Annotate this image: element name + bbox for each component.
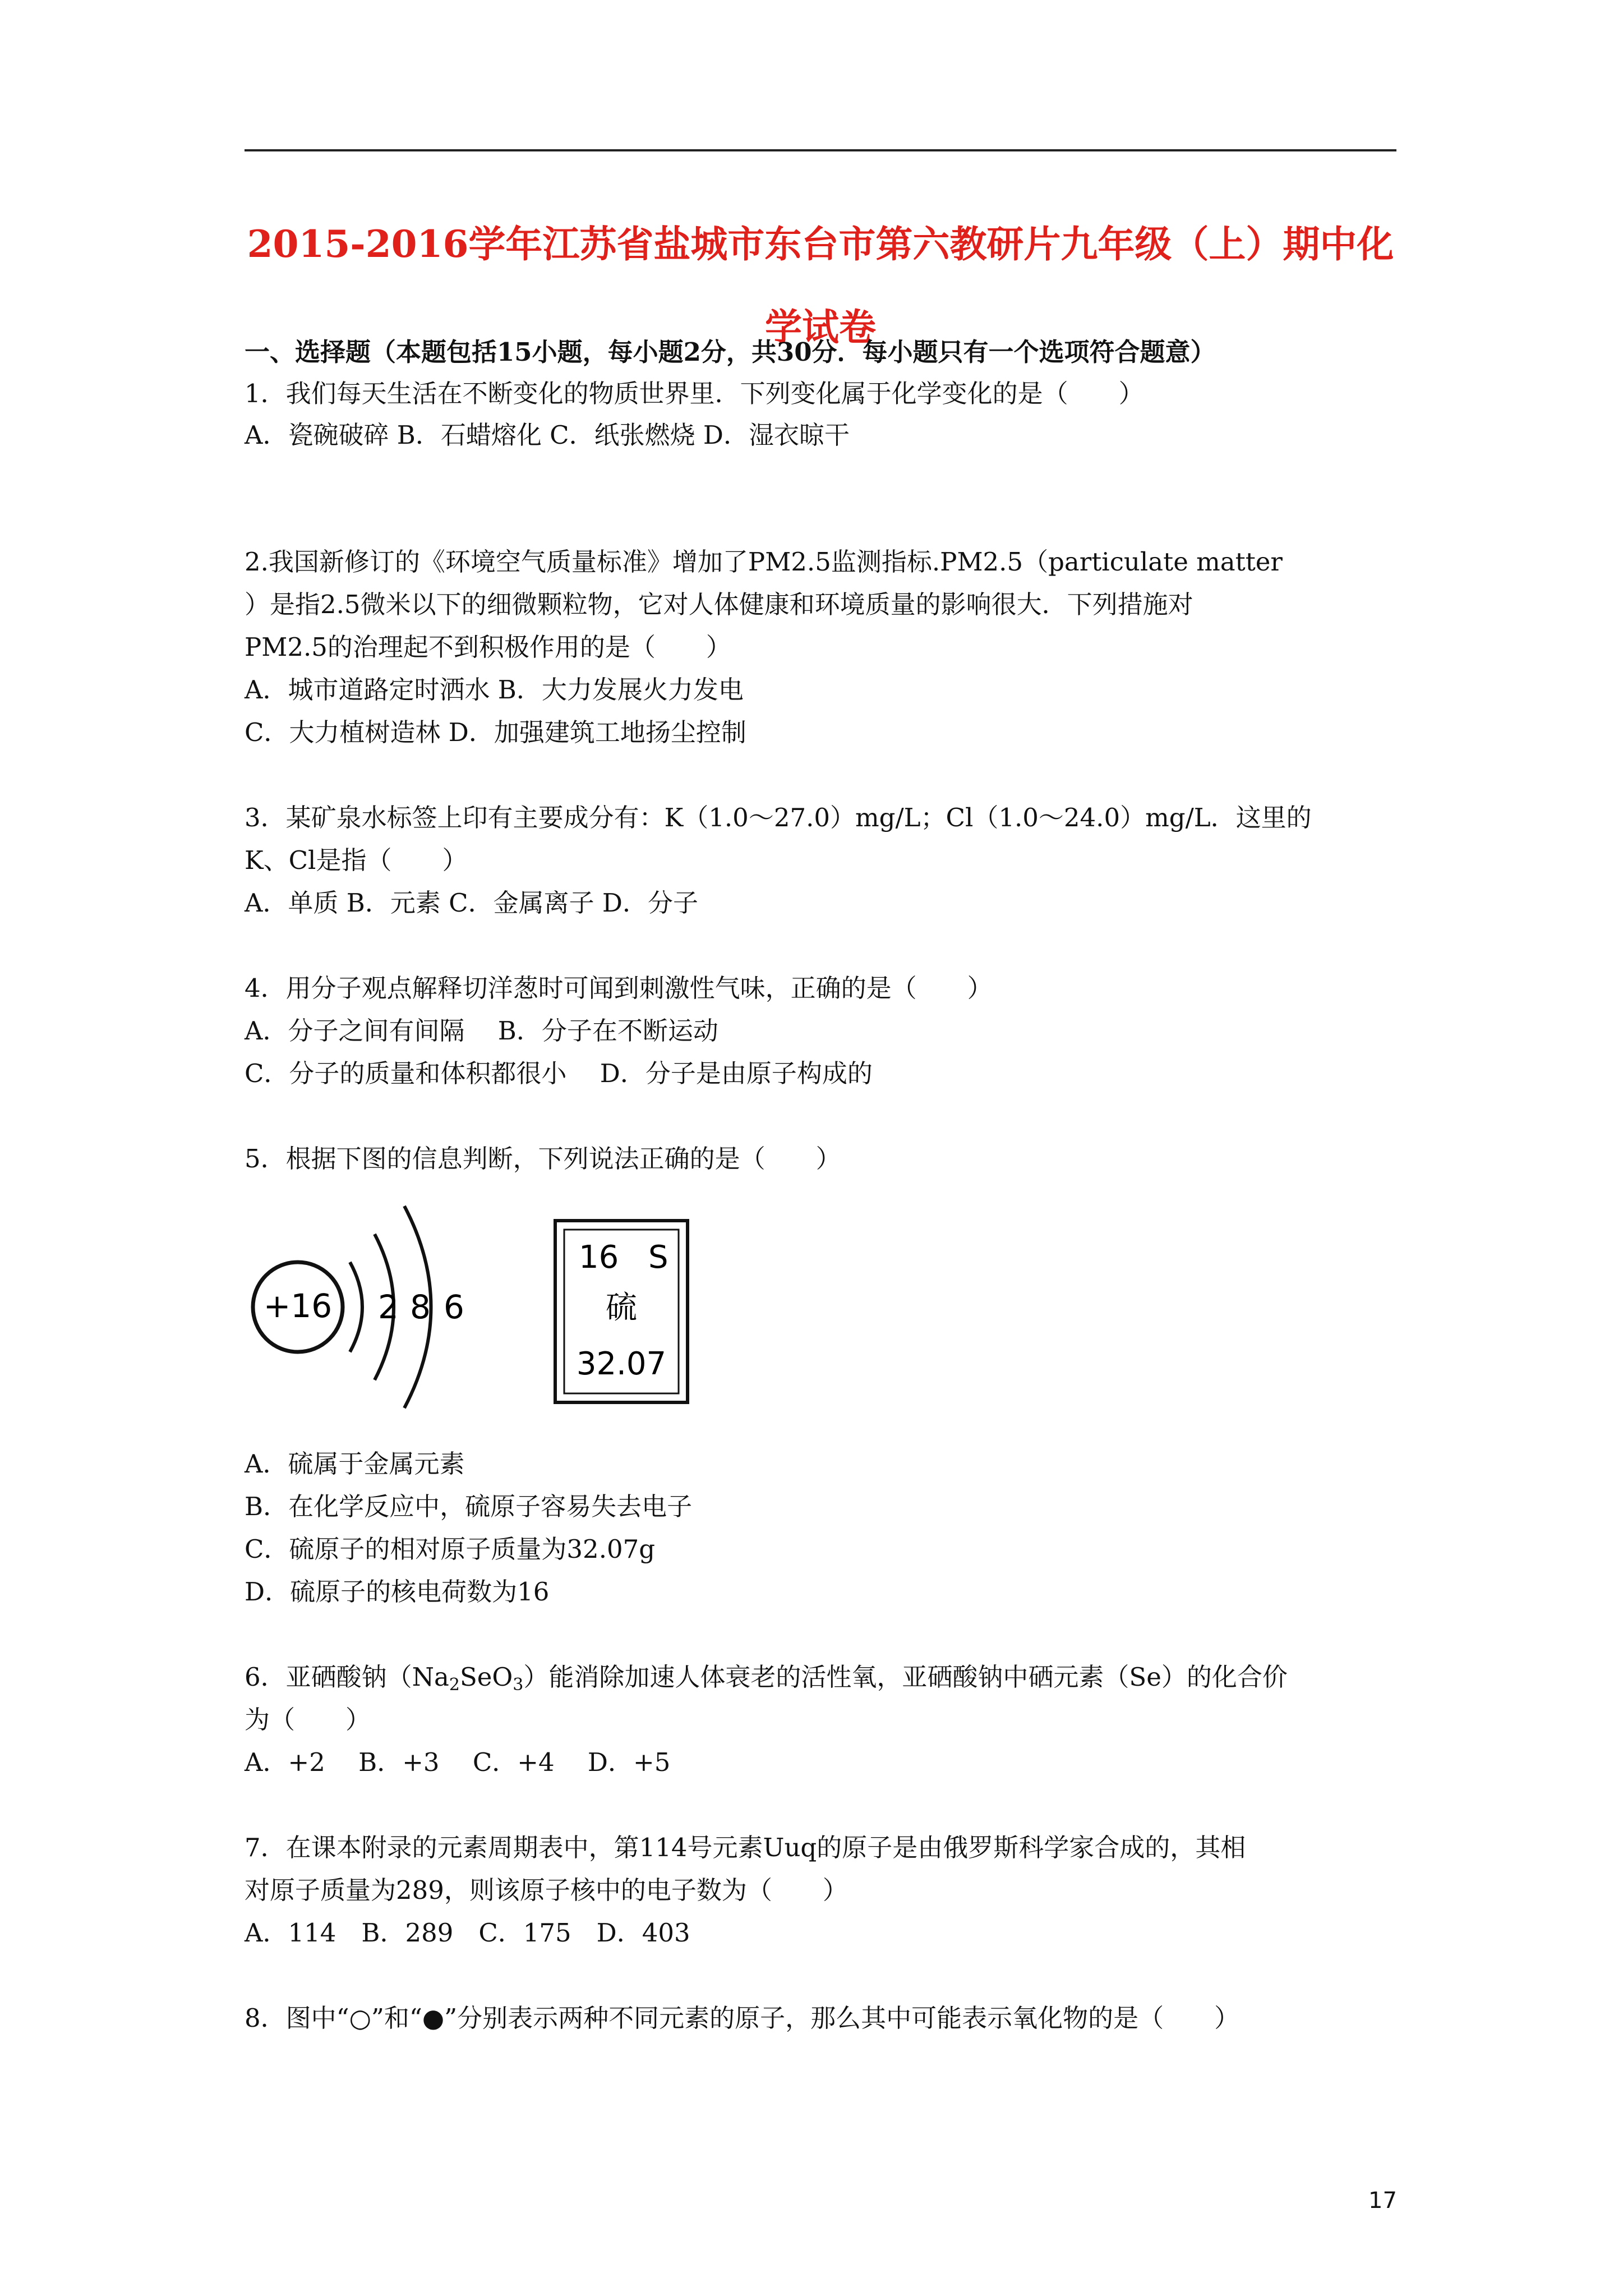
q6-subscript-2: 2 bbox=[449, 1675, 460, 1695]
q6-stem-part-c: ）能消除加速人体衰老的活性氧，亚硒酸钠中硒元素（Se）的化合价 bbox=[523, 1662, 1288, 1692]
section-heading: 一、选择题（本题包括15小题，每小题2分，共30分．每小题只有一个选项符合题意） bbox=[245, 337, 1216, 367]
q7-stem-line1: 7．在课本附录的元素周期表中，第114号元素Uuq的原子是由俄罗斯科学家合成的，其相 bbox=[245, 1833, 1246, 1862]
q5-option-c: C．硫原子的相对原子质量为32.07g bbox=[245, 1534, 656, 1564]
q2-stem-line3: PM2.5的治理起不到积极作用的是（ ） bbox=[245, 632, 731, 662]
q4-stem: 4．用分子观点解释切洋葱时可闻到刺激性气味，正确的是（ ） bbox=[245, 973, 993, 1003]
q6-stem-part-b: SeO bbox=[459, 1662, 513, 1692]
q6-stem-part-a: 6．亚硒酸钠（Na bbox=[245, 1662, 449, 1692]
q3-stem-line2: K、Cl是指（ ） bbox=[245, 845, 468, 875]
q5-option-d: D．硫原子的核电荷数为16 bbox=[245, 1577, 550, 1607]
element-symbol: S bbox=[648, 1239, 668, 1276]
exam-title-line2: 学试卷 bbox=[765, 305, 876, 349]
q4-options-line1: A．分子之间有间隔 B．分子在不断运动 bbox=[245, 1016, 718, 1046]
q6-subscript-3: 3 bbox=[513, 1675, 524, 1695]
q5-stem: 5．根据下图的信息判断，下列说法正确的是（ ） bbox=[245, 1144, 841, 1174]
q2-stem-line1: 2.我国新修订的《环境空气质量标准》增加了PM2.5监测指标.PM2.5（particulate matter bbox=[245, 547, 1283, 577]
nucleus-charge: +16 bbox=[263, 1287, 333, 1325]
header-rule bbox=[245, 149, 1396, 151]
page-number: 17 bbox=[1368, 2188, 1397, 2214]
q2-options-line2: C．大力植树造林 D．加强建筑工地扬尘控制 bbox=[245, 717, 746, 747]
q2-options-line1: A．城市道路定时洒水 B．大力发展火力发电 bbox=[245, 675, 744, 705]
q7-options: A．114 B．289 C．175 D．403 bbox=[245, 1918, 690, 1948]
periodic-table-cell bbox=[555, 1221, 688, 1402]
q4-options-line2: C．分子的质量和体积都很小 D．分子是由原子构成的 bbox=[245, 1059, 873, 1088]
q3-stem-line1: 3．某矿泉水标签上印有主要成分有：K（1.0～27.0）mg/L；Cl（1.0～24.0）mg/L．这里的 bbox=[245, 803, 1312, 832]
q1-stem: 1．我们每天生活在不断变化的物质世界里．下列变化属于化学变化的是（ ） bbox=[245, 379, 1144, 408]
q6-options: A．+2 B．+3 C．+4 D．+5 bbox=[245, 1747, 671, 1777]
shell-arc-1 bbox=[350, 1262, 362, 1352]
element-name: 硫 bbox=[606, 1290, 637, 1326]
q5-option-a: A．硫属于金属元素 bbox=[245, 1449, 465, 1479]
shell-electrons-2: 8 bbox=[410, 1288, 431, 1326]
q5-option-b: B．在化学反应中，硫原子容易失去电子 bbox=[245, 1492, 693, 1521]
atomic-number: 16 bbox=[579, 1239, 619, 1276]
atomic-mass: 32.07 bbox=[576, 1346, 667, 1382]
exam-title-line1: 2015-2016学年江苏省盐城市东台市第六教研片九年级（上）期中化 bbox=[247, 222, 1394, 266]
q3-options: A．单质 B．元素 C．金属离子 D．分子 bbox=[245, 888, 698, 918]
q1-options: A．瓷碗破碎 B．石蜡熔化 C．纸张燃烧 D．湿衣晾干 bbox=[245, 420, 850, 450]
q6-stem-line1 bbox=[245, 1660, 1288, 1694]
q6-stem-line2: 为（ ） bbox=[245, 1705, 371, 1734]
shell-electrons-3: 6 bbox=[444, 1288, 464, 1326]
sulfur-figure bbox=[245, 1200, 738, 1425]
q2-stem-line2: ）是指2.5微米以下的细微颗粒物，它对人体健康和环境质量的影响很大．下列措施对 bbox=[245, 590, 1193, 619]
q8-stem: 8．图中“○”和“●”分别表示两种不同元素的原子，那么其中可能表示氧化物的是（ ） bbox=[245, 2003, 1240, 2033]
q7-stem-line2: 对原子质量为289，则该原子核中的电子数为（ ） bbox=[245, 1875, 848, 1905]
atom-structure-diagram bbox=[253, 1206, 464, 1408]
shell-electrons-1: 2 bbox=[378, 1288, 399, 1326]
